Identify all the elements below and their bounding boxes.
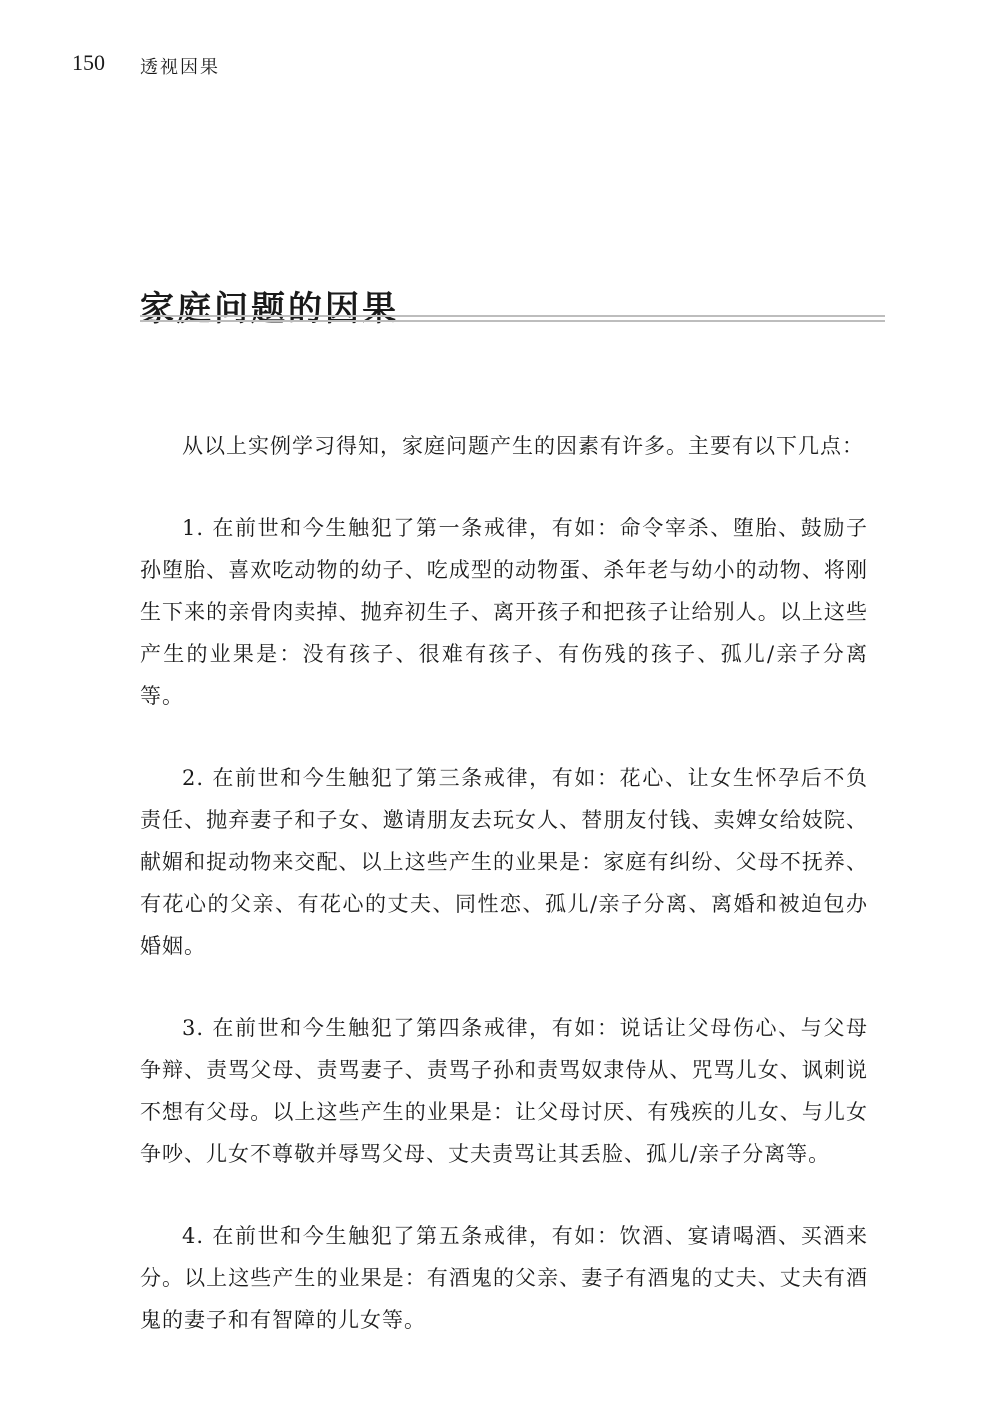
title-divider [140, 315, 885, 322]
paragraph-4: 4. 在前世和今生触犯了第五条戒律，有如：饮酒、宴请喝酒、买酒来分。以上这些产生的业果是：有酒鬼的父亲、妻子有酒鬼的丈夫、丈夫有酒鬼的妻子和有智障的儿女等。 [140, 1224, 868, 1332]
paragraph-1: 1. 在前世和今生触犯了第一条戒律，有如：命令宰杀、堕胎、鼓励子孙堕胎、喜欢吃动物的幼子、吃成型的动物蛋、杀年老与幼小的动物、将刚生下来的亲骨肉卖掉、抛弃初生子、离开孩子和把孩子让给别人。以上这些产生的业果是：没有孩子、很难有孩子、有伤残的孩子、孤儿/亲子分离等。 [140, 516, 868, 708]
intro-paragraph: 从以上实例学习得知，家庭问题产生的因素有许多。主要有以下几点： [182, 434, 864, 458]
paragraph-3: 3. 在前世和今生触犯了第四条戒律，有如：说话让父母伤心、与父母争辩、责骂父母、责骂妻子、责骂子孙和责骂奴隶侍从、咒骂儿女、讽刺说不想有父母。以上这些产生的业果是：让父母讨厌、有残疾的儿女、与儿女争吵、儿女不尊敬并辱骂父母、丈夫责骂让其丢脸、孤儿/亲子分离等。 [140, 1016, 868, 1166]
paragraph-2: 2. 在前世和今生触犯了第三条戒律，有如：花心、让女生怀孕后不负责任、抛弃妻子和子女、邀请朋友去玩女人、替朋友付钱、卖婢女给妓院、献媚和捉动物来交配、以上这些产生的业果是：家庭有纠纷、父母不抚养、有花心的父亲、有花心的丈夫、同性恋、孤儿/亲子分离、离婚和被迫包办婚姻。 [140, 766, 868, 958]
running-title: 透视因果 [140, 57, 220, 78]
section-title: 家庭问题的因果 [140, 288, 399, 329]
body-text [140, 425, 868, 1381]
page-number: 150 [72, 50, 105, 75]
